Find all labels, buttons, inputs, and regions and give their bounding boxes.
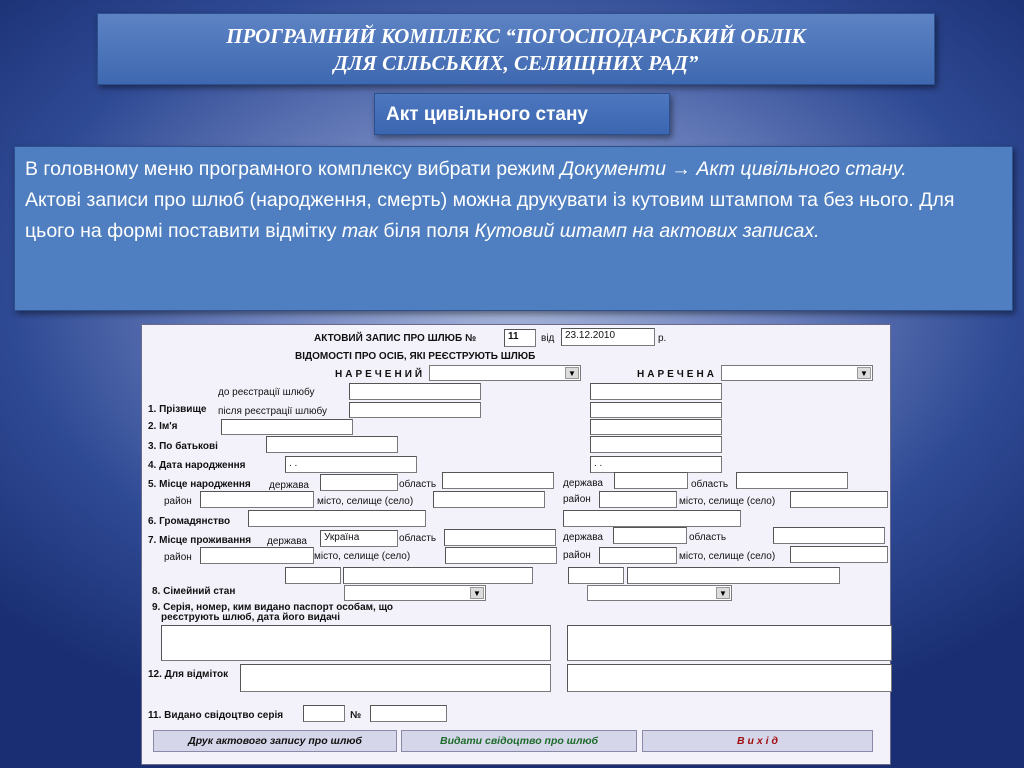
bride-extra-field-2[interactable] — [627, 567, 840, 584]
bride-residence-district-field[interactable] — [599, 547, 677, 564]
groom-residence-region-label: область — [399, 533, 437, 544]
groom-dropdown[interactable] — [429, 365, 581, 381]
description-field-name: Кутовий штамп на актових записах. — [474, 220, 820, 242]
bride-birth-city-label: місто, селище (село) — [679, 496, 776, 507]
slide-title — [97, 13, 935, 85]
from-label: від — [541, 333, 555, 344]
bride-birth-city-field[interactable] — [790, 491, 888, 508]
bride-residence-country-label: держава — [563, 532, 603, 543]
bride-residence-country-field[interactable] — [613, 527, 687, 544]
bride-birth-date-field[interactable]: . . — [590, 456, 722, 473]
groom-birth-country-label: держава — [269, 480, 309, 491]
groom-residence-country-label: держава — [267, 536, 307, 547]
certificate-number-sign: № — [350, 710, 362, 721]
groom-surname-after-field[interactable] — [349, 402, 481, 418]
groom-residence-region-field[interactable] — [444, 529, 556, 546]
groom-residence-country-field[interactable]: Україна — [320, 530, 398, 547]
groom-birth-city-field[interactable] — [433, 491, 545, 508]
name-label: 2. Ім'я — [148, 421, 178, 432]
groom-surname-before-field[interactable] — [349, 383, 481, 400]
bride-dropdown[interactable] — [721, 365, 873, 381]
groom-birth-region-label: область — [399, 479, 437, 490]
bride-notes-field[interactable] — [567, 664, 892, 692]
description-paragraph-1 — [25, 154, 1002, 185]
bride-birth-country-field[interactable] — [614, 472, 688, 489]
record-title: АКТОВИЙ ЗАПИС ПРО ШЛЮБ № — [314, 333, 477, 344]
groom-label: НАРЕЧЕНИЙ — [335, 369, 426, 380]
residence-label: 7. Місце проживання — [148, 535, 252, 546]
bride-birth-district-field[interactable] — [599, 491, 677, 508]
bride-passport-field[interactable] — [567, 625, 892, 661]
year-suffix: р. — [658, 333, 667, 344]
bride-name-field[interactable] — [590, 419, 722, 435]
slide-subtitle: Акт цивільного стану — [374, 93, 670, 135]
slide-title-line1: ПРОГРАМНИЙ КОМПЛЕКС “ПОГОСПОДАРСЬКИЙ ОБЛІК — [226, 24, 806, 48]
bride-patronymic-field[interactable] — [590, 436, 722, 453]
certificate-number-field[interactable] — [370, 705, 447, 722]
bride-birth-country-label: держава — [563, 478, 603, 489]
print-record-button[interactable]: Друк актового запису про шлюб — [153, 730, 397, 752]
bride-citizenship-field[interactable] — [563, 510, 741, 527]
record-number-field[interactable]: 11 — [504, 329, 536, 347]
groom-birth-date-field[interactable]: . . — [285, 456, 417, 473]
persons-title: ВІДОМОСТІ ПРО ОСІБ, ЯКІ РЕЄСТРУЮТЬ ШЛЮБ — [295, 351, 536, 362]
before-registration-label: до реєстрації шлюбу — [218, 387, 315, 398]
groom-birth-region-field[interactable] — [442, 472, 554, 489]
description-panel — [14, 146, 1013, 311]
description-paragraph-2 — [25, 185, 1002, 247]
patronymic-label: 3. По батькові — [148, 441, 218, 452]
notes-label: 12. Для відміток — [148, 669, 229, 680]
bride-residence-region-field[interactable] — [773, 527, 885, 544]
chevron-down-icon: ▼ — [565, 367, 579, 379]
description-emphasis: так — [341, 220, 378, 242]
passport-label-line2: реєструють шлюб, дата його видачі — [161, 612, 340, 623]
groom-name-field[interactable] — [221, 419, 353, 435]
bride-birth-region-field[interactable] — [736, 472, 848, 489]
groom-birth-country-field[interactable] — [320, 474, 398, 491]
groom-extra-field-2[interactable] — [343, 567, 533, 584]
chevron-down-icon: ▼ — [470, 587, 484, 599]
citizenship-label: 6. Громадянство — [148, 516, 231, 527]
groom-passport-field[interactable] — [161, 625, 551, 661]
description-text: Актові записи про шлюб (народження, смерть) можна друкувати із кутовим штампом та без нього. Для цього на формі поставити відмітку — [25, 189, 955, 242]
bride-surname-after-field[interactable] — [590, 402, 722, 418]
description-text: біля поля — [377, 220, 475, 242]
certificate-series-field[interactable] — [303, 705, 345, 722]
description-text: В головному меню програмного комплексу вибрати режим — [25, 158, 561, 180]
passport-label-line1: 9. Серія, номер, ким видано паспорт особам, що — [152, 602, 393, 613]
marriage-record-form — [141, 324, 891, 765]
chevron-down-icon: ▼ — [716, 587, 730, 599]
groom-citizenship-field[interactable] — [248, 510, 426, 527]
bride-birth-district-label: район — [563, 494, 591, 505]
bride-residence-city-field[interactable] — [790, 546, 888, 563]
groom-notes-field[interactable] — [240, 664, 551, 692]
exit-button[interactable]: В и х і д — [642, 730, 873, 752]
certificate-label: 11. Видано свідоцтво серія — [148, 710, 284, 721]
groom-marital-status-dropdown[interactable] — [344, 585, 486, 601]
groom-patronymic-field[interactable] — [266, 436, 398, 453]
birth-date-label: 4. Дата народження — [148, 460, 246, 471]
surname-label: 1. Прізвище — [148, 404, 207, 415]
after-registration-label: після реєстрації шлюбу — [218, 406, 327, 417]
bride-residence-region-label: область — [689, 532, 727, 543]
bride-label: НАРЕЧЕНА — [637, 369, 717, 380]
groom-extra-field-1[interactable] — [285, 567, 341, 584]
birth-place-label: 5. Місце народження — [148, 479, 251, 490]
bride-birth-region-label: область — [691, 479, 729, 490]
issue-certificate-button[interactable]: Видати свідоцтво про шлюб — [401, 730, 637, 752]
groom-residence-district-label: район — [164, 552, 192, 563]
record-date-field[interactable]: 23.12.2010 — [561, 328, 655, 346]
groom-residence-city-label: місто, селище (село) — [314, 551, 411, 562]
bride-surname-before-field[interactable] — [590, 383, 722, 400]
marital-status-label: 8. Сімейний стан — [152, 586, 236, 597]
groom-birth-district-label: район — [164, 496, 192, 507]
description-menu-path: Документи → Акт цивільного стану. — [560, 158, 907, 180]
slide-title-line2: ДЛЯ СІЛЬСЬКИХ, СЕЛИЩНИХ РАД” — [333, 51, 699, 75]
bride-marital-status-dropdown[interactable] — [587, 585, 732, 601]
bride-residence-district-label: район — [563, 550, 591, 561]
chevron-down-icon: ▼ — [857, 367, 871, 379]
groom-birth-district-field[interactable] — [200, 491, 314, 508]
groom-birth-city-label: місто, селище (село) — [317, 496, 414, 507]
groom-residence-district-field[interactable] — [200, 547, 314, 564]
bride-residence-city-label: місто, селище (село) — [679, 551, 776, 562]
groom-residence-city-field[interactable] — [445, 547, 557, 564]
bride-extra-field-1[interactable] — [568, 567, 624, 584]
